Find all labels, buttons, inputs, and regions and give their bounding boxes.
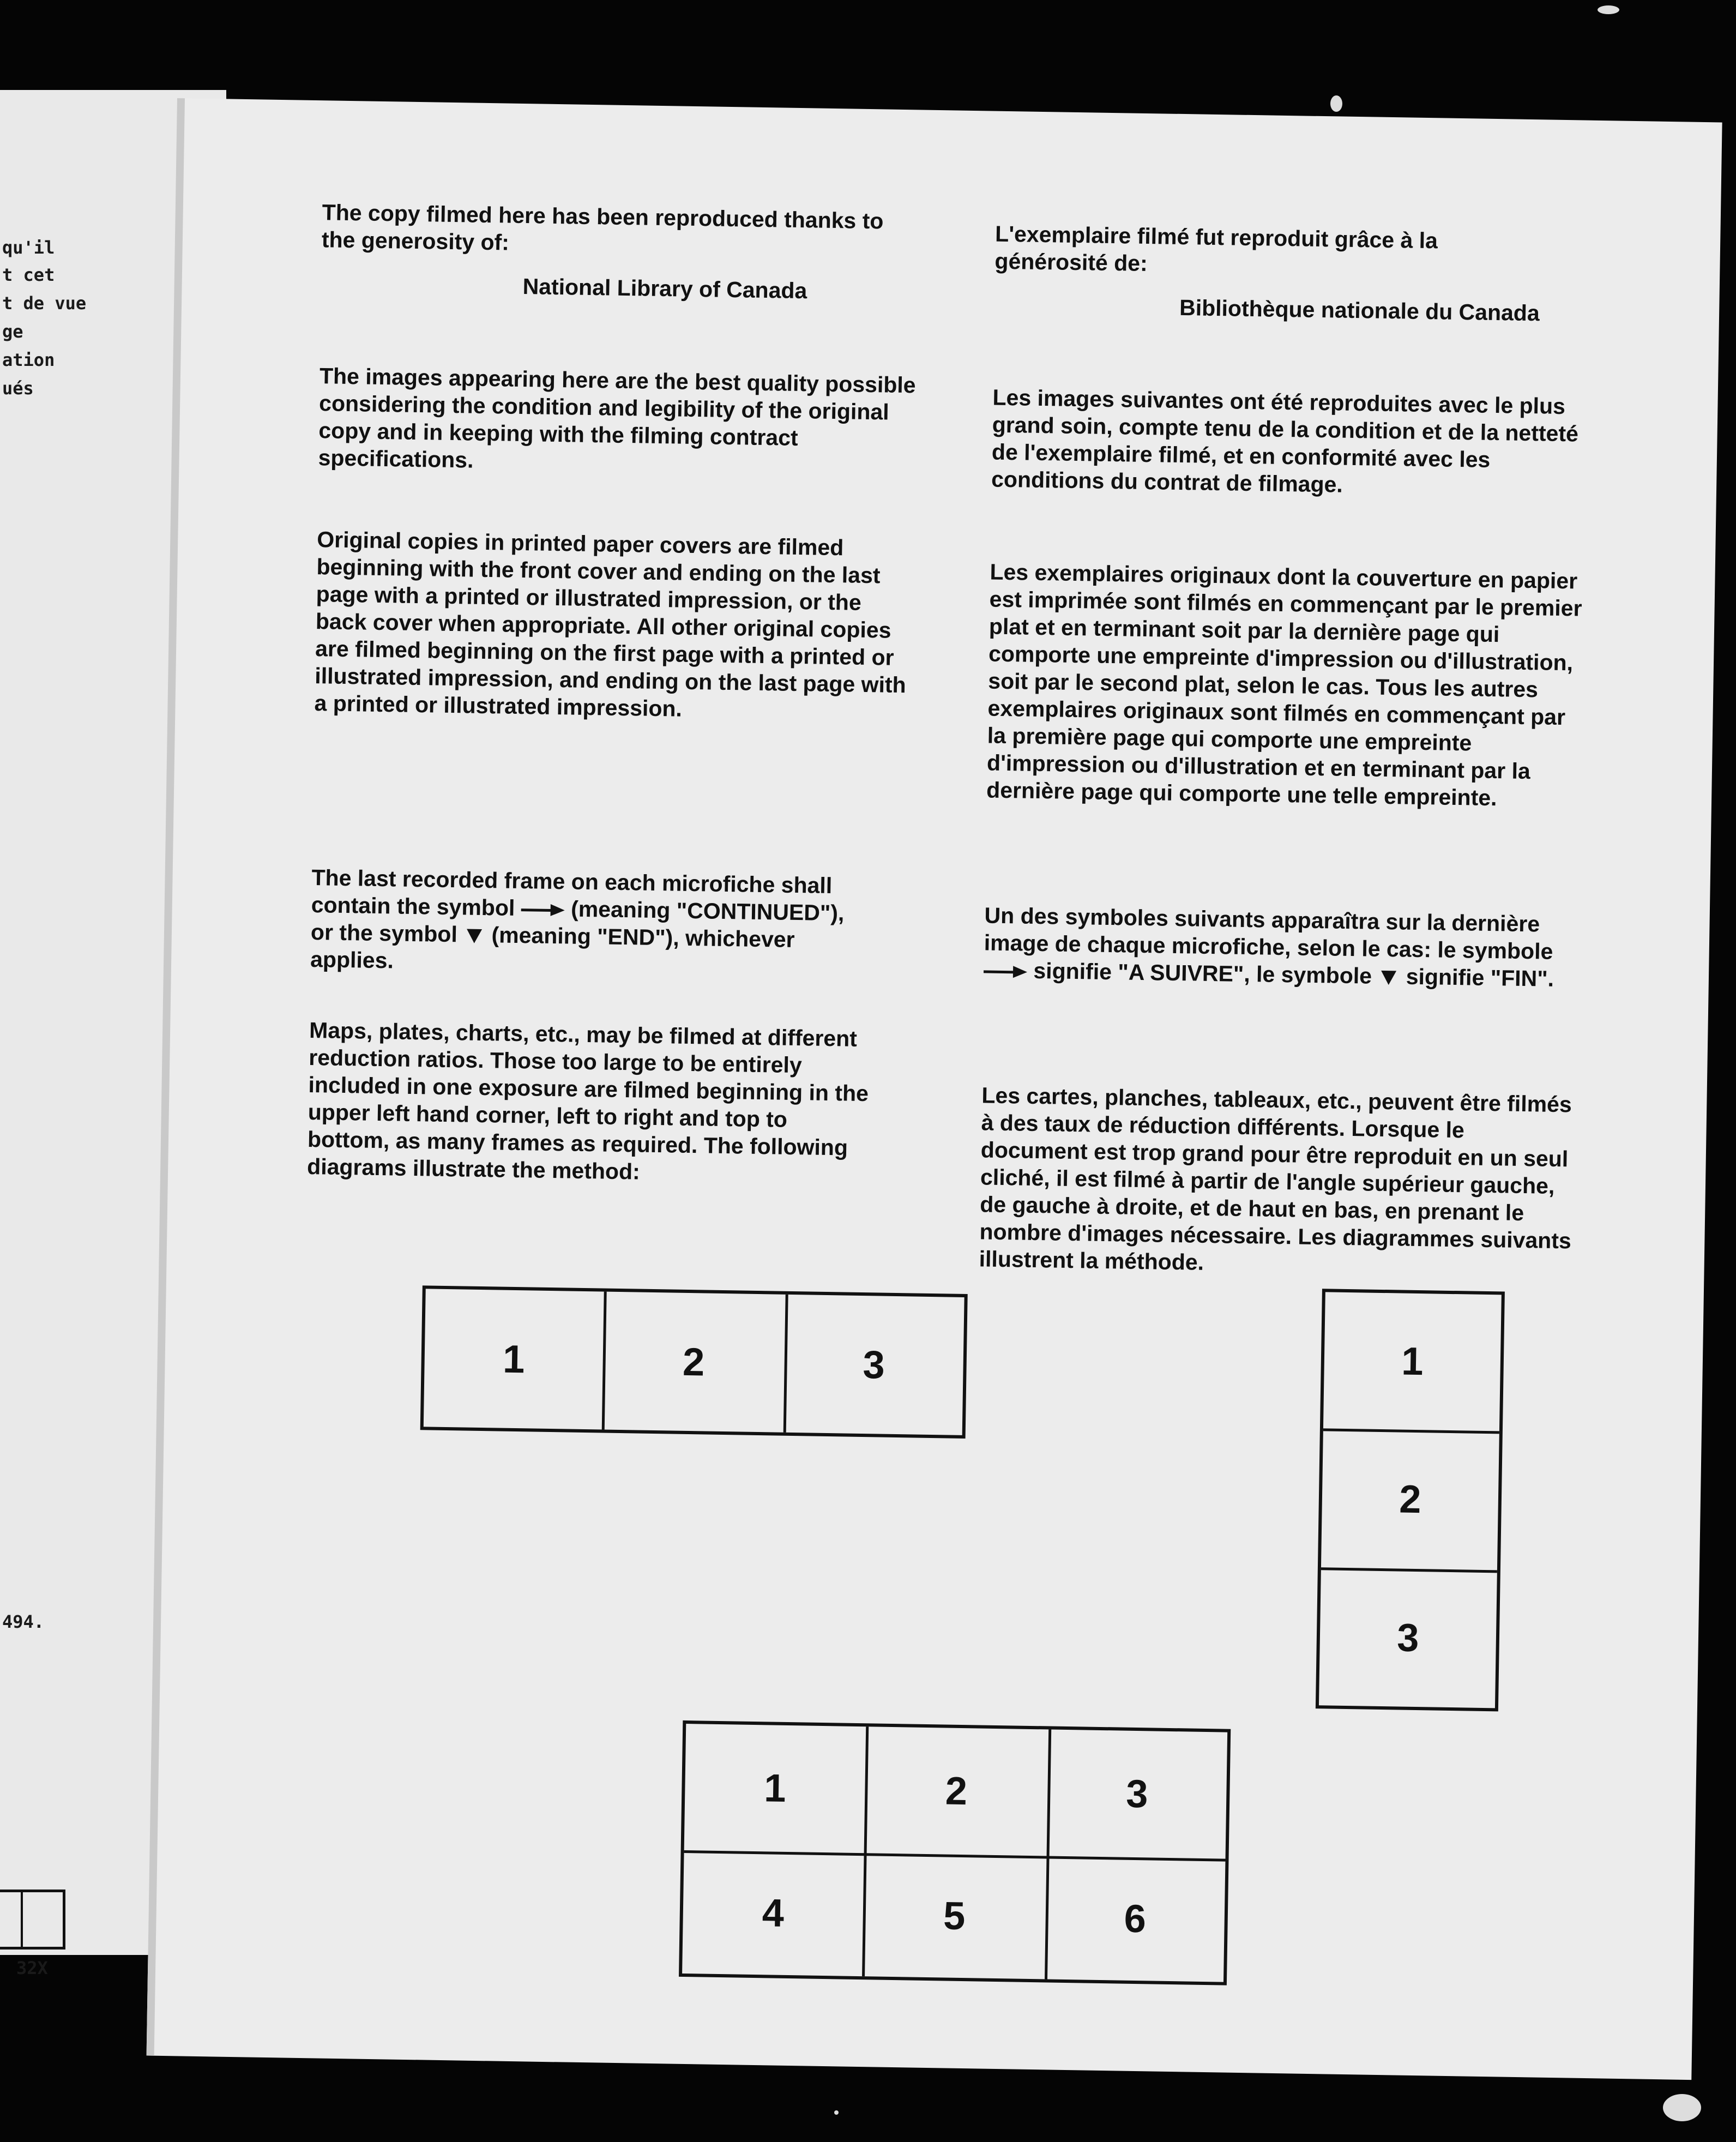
dust-speck [1330,95,1342,112]
frame-number: 2 [1399,1477,1422,1521]
frame-number: 5 [943,1894,966,1939]
english-symbol-paragraph [310,864,868,982]
fragment-text: t de vue [2,293,87,314]
french-library-name: Bibliothèque nationale du Canada [1179,294,1540,326]
frame-number: 3 [863,1343,885,1387]
right-arrow-icon [984,968,1027,976]
english-column [306,198,955,1184]
frame-number: 2 [682,1340,705,1384]
french-originals-paragraph: Les exemplaires originaux dont la couverture en papier est imprimée sont filmés en commençant par le premier plat et en terminant soit par la dernière page qui comporte une empreinte d'impression ou d'illustration, soit par le second plat, selon le cas. Tous les autres exemplaires originaux sont filmés en commençant par la première page qui comporte une empreinte d'impression ou d'illustration et en terminant par la dernière page qui comporte une telle empreinte. [986,559,1582,811]
fragment-diagram [0,1890,65,1950]
fragment-text: t cet [2,264,55,285]
frame-number: 4 [762,1891,785,1935]
frame-number: 3 [1125,1772,1149,1816]
french-intro: L'exemplaire filmé fut reproduit grâce à la générosité de: [994,221,1438,276]
french-column [979,220,1595,1275]
english-quality-paragraph: The images appearing here are the best quality possible considering the condition and legibility of the original copy and in keeping with the filming contract specifications. [318,363,916,473]
french-maps-paragraph: Les cartes, planches, tableaux, etc., peuvent être filmés à des taux de réduction différents. Lorsque le document est trop grand pour être reproduit en un seul cliché, il est filmé à partir de l'angle supérieur gauche, de gauche à droite, et de haut en bas, en prenant le nombre d'images nécessaire. Les diagrammes suivants illustrent la méthode. [979,1082,1572,1275]
french-symbol-text-b: signifie "A SUIVRE", le symbole [1033,958,1372,989]
dust-speck [1598,5,1619,14]
frame-number: 1 [1401,1339,1424,1384]
frame-number: 1 [502,1337,525,1381]
french-quality-paragraph: Les images suivantes ont été reproduites avec le plus grand soin, compte tenu de la condition et de la netteté de l'exemplaire filmé, et en conformité avec les conditions du contrat de filmage. [991,384,1579,497]
frame-number: 2 [945,1769,968,1814]
fragment-text: ation [2,350,55,370]
vertical-frame-diagram [1316,1289,1505,1711]
fragment-text: 494. [2,1611,45,1632]
english-intro: The copy filmed here has been reproduced thanks to the generosity of: [321,200,884,255]
english-originals-paragraph: Original copies in printed paper covers are filmed beginning with the front cover and ending on the last page with a printed or illustrated impression, or the back cover when appropriate. All other original copies are filmed beginning on the first page with a printed or illustrated impression, and ending on the last page with a printed or illustrated impression. [314,527,906,721]
english-symbol-text-c: (meaning "END"), whichever applies. [310,922,795,973]
right-arrow-icon [521,906,565,914]
french-symbol-text-a: Un des symboles suivants apparaîtra sur la dernière image de chaque microfiche, selon le cas: le symbole [984,902,1553,964]
frame-number: 6 [1124,1897,1147,1941]
fragment-text: ge [2,321,23,342]
horizontal-frame-diagram [420,1285,968,1439]
microfiche-notice-page [147,98,1722,2080]
english-symbol-text-a: The last recorded frame on each microfiche shall contain the symbol [311,865,833,920]
down-triangle-icon [467,929,482,943]
english-maps-paragraph: Maps, plates, charts, etc., may be filmed at different reduction ratios. Those too large to be entirely included in one exposure are filmed beginning in the upper left hand corner, left to right and top to bottom, as many frames as required. The following diagrams illustrate the method: [306,1018,869,1184]
french-symbol-paragraph [984,901,1563,992]
down-triangle-icon [1381,971,1396,985]
fragment-text: 32X [16,1958,48,1978]
dust-speck [1663,2094,1701,2121]
frame-number: 1 [763,1766,787,1810]
english-library-name: National Library of Canada [522,273,807,304]
english-symbol-text-b: (meaning "CONTINUED"), or the symbol [310,896,845,947]
fragment-text: qu'il [2,237,55,258]
dust-speck [834,2110,839,2115]
fragment-text: ués [2,378,34,399]
frame-number: 3 [1396,1615,1420,1660]
french-symbol-text-c: signifie "FIN". [1406,964,1554,991]
grid-frame-diagram [679,1720,1231,1985]
